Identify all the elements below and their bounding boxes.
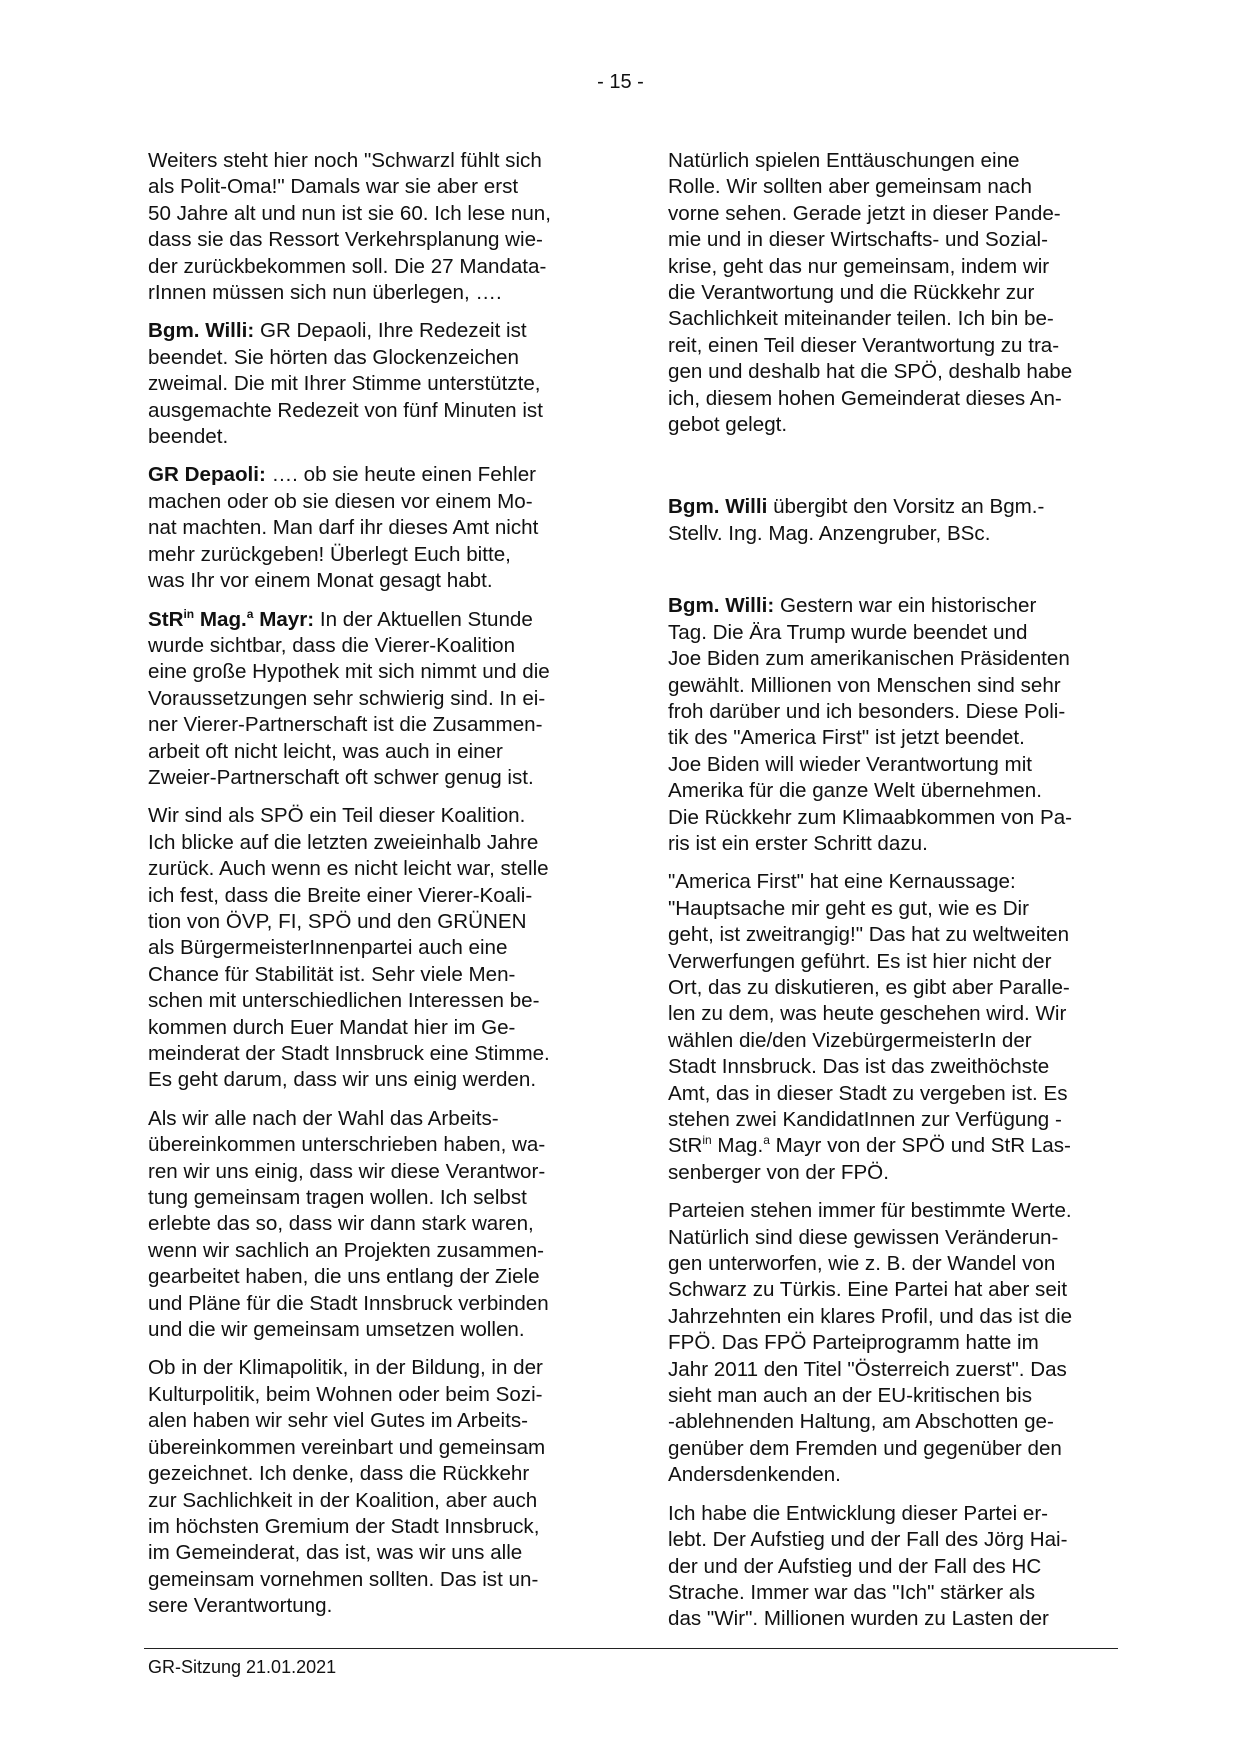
text-line: schen mit unterschiedlichen Interessen be- (148, 989, 540, 1013)
text-line: tik des "America First" ist jetzt beendet. (668, 726, 1025, 750)
text-line: Joe Biden zum amerikanischen Präsidenten (668, 647, 1070, 671)
left-column (148, 148, 596, 1632)
text-line (668, 494, 1116, 520)
text-line: mehr zurückgeben! Überlegt Euch bitte, (148, 542, 511, 566)
paragraph (668, 1198, 1116, 1488)
speech-text: Gestern war ein historischer (774, 594, 1037, 618)
text-line: alen haben wir sehr viel Gutes im Arbeits- (148, 1409, 529, 1433)
paragraph (148, 148, 596, 306)
spacer (668, 559, 1116, 593)
speaker-superscript: a (246, 606, 254, 621)
text-line: Amt, das in dieser Stadt zu vergeben ist. Es (668, 1081, 1068, 1105)
text-line: mie und in dieser Wirtschafts- und Sozial- (668, 228, 1048, 252)
text-line: Verwerfungen geführt. Es ist hier nicht der (668, 949, 1052, 973)
text-line: das "Wir". Millionen wurden zu Lasten der (668, 1607, 1049, 1631)
text-line: Ich habe die Entwicklung dieser Partei er- (668, 1501, 1049, 1525)
paragraph (668, 148, 1116, 438)
text-line: Rolle. Wir sollten aber gemeinsam nach (668, 175, 1032, 199)
text-line: gebot gelegt. (668, 413, 788, 437)
footer-divider (144, 1648, 1118, 1649)
text-line: Als wir alle nach der Wahl das Arbeits- (148, 1106, 499, 1130)
text-line: Jahrzehnten ein klares Profil, und das ist die (668, 1304, 1073, 1328)
text-line: Chance für Stabilität ist. Sehr viele Men- (148, 962, 516, 986)
text-line: zur Sachlichkeit in der Koalition, aber auch (148, 1488, 538, 1512)
speaker-name: Bgm. Willi: (148, 319, 255, 343)
text-line: Sachlichkeit miteinander teilen. Ich bin be- (668, 307, 1054, 331)
text-line: vorne sehen. Gerade jetzt in dieser Pande- (668, 201, 1061, 225)
speaker-name: Bgm. Willi: (668, 594, 775, 618)
speaker-superscript: in (183, 606, 195, 621)
speech-paragraph (668, 593, 1116, 857)
text-line: Stadt Innsbruck. Das ist das zweithöchste (668, 1055, 1050, 1079)
text-line: ich, diesem hohen Gemeinderat dieses An- (668, 386, 1062, 410)
text-line (668, 593, 1116, 619)
text-line: gezeichnet. Ich denke, dass die Rückkehr (148, 1462, 530, 1486)
text-line: gen unterworfen, wie z. B. der Wandel von (668, 1252, 1056, 1276)
speaker-surname: Mayr: (253, 607, 315, 631)
text-line: und die wir gemeinsam umsetzen wollen. (148, 1318, 525, 1342)
speech-paragraph (148, 607, 596, 792)
text-line: als BürgermeisterInnenpartei auch eine (148, 936, 508, 960)
text-line: Es geht darum, dass wir uns einig werden. (148, 1068, 537, 1092)
text-line: Ob in der Klimapolitik, in der Bildung, in der (148, 1356, 543, 1380)
text-line (148, 607, 596, 633)
text-line: stehen zwei KandidatInnen zur Verfügung - (668, 1108, 1062, 1131)
text-line: Tag. Die Ära Trump wurde beendet und (668, 620, 1028, 644)
text-line: übereinkommen vereinbart und gemeinsam (148, 1435, 546, 1459)
text-line: Ort, das zu diskutieren, es gibt aber Paralle- (668, 975, 1070, 999)
text-line: ausgemachte Redezeit von fünf Minuten ist (148, 398, 543, 422)
text-line: -ablehnenden Haltung, am Abschotten ge- (668, 1410, 1054, 1434)
text-line: dass sie das Ressort Verkehrsplanung wie- (148, 228, 543, 252)
speaker-title: Mag. (194, 607, 247, 631)
text-line: Weiters steht hier noch "Schwarzl fühlt sich (148, 149, 542, 172)
text-line: meinderat der Stadt Innsbruck eine Stimme. (148, 1042, 550, 1065)
text-line: senberger von der FPÖ. (668, 1160, 889, 1184)
speech-text: …. ob sie heute einen Fehler (265, 463, 537, 487)
text-line: Strache. Immer war das "Ich" stärker als (668, 1580, 1036, 1604)
text-line: was Ihr vor einem Monat gesagt habt. (148, 569, 493, 593)
text-line: Andersdenkenden. (668, 1463, 841, 1487)
text-line: übereinkommen unterschrieben haben, wa- (148, 1133, 546, 1157)
text-line: gewählt. Millionen von Menschen sind sehr (668, 673, 1061, 697)
speaker-name (148, 608, 314, 631)
text-line: kommen durch Euer Mandat hier im Ge- (148, 1015, 516, 1039)
text-line: beendet. (148, 425, 229, 449)
paragraph (148, 1355, 596, 1619)
text-line: krise, geht das nur gemeinsam, indem wir (668, 254, 1050, 278)
text-fragment: Mag. (711, 1134, 764, 1158)
text-line: zurück. Auch wenn es nicht leicht war, stelle (148, 857, 549, 881)
speaker-title: StR (148, 607, 184, 631)
text-line: FPÖ. Das FPÖ Parteiprogramm hatte im (668, 1331, 1039, 1355)
text-line: wenn wir sachlich an Projekten zusammen- (148, 1238, 545, 1262)
text-line: sieht man auch an der EU-kritischen bis (668, 1384, 1032, 1408)
footer-session-date: GR-Sitzung 21.01.2021 (148, 1657, 337, 1677)
text-line: der zurückbekommen soll. Die 27 Mandata- (148, 254, 547, 278)
text-line: Die Rückkehr zum Klimaabkommen von Pa- (668, 805, 1073, 829)
text-line: zweimal. Die mit Ihrer Stimme unterstützte, (148, 372, 541, 396)
speech-paragraph (148, 462, 596, 594)
text-line: Voraussetzungen sehr schwierig sind. In ei- (148, 686, 546, 710)
text-line: gemeinsam vornehmen sollten. Das ist un- (148, 1567, 539, 1591)
text-line: reit, einen Teil dieser Verantwortung zu tra- (668, 333, 1060, 357)
spacer (668, 450, 1116, 494)
procedural-note (668, 494, 1116, 547)
speech-text: GR Depaoli, Ihre Redezeit ist (254, 319, 527, 343)
text-line: nat machten. Man darf ihr dieses Amt nicht (148, 516, 539, 540)
page-number: - 15 - (597, 71, 644, 93)
paragraph (668, 1501, 1116, 1633)
text-line (148, 318, 596, 344)
paragraph (668, 869, 1116, 1186)
text-line: Amerika für die ganze Welt übernehmen. (668, 779, 1042, 803)
text-line: wurde sichtbar, dass die Vierer-Koalition (148, 633, 516, 657)
text-line: "Hauptsache mir geht es gut, wie es Dir (668, 896, 1029, 920)
text-line: Schwarz zu Türkis. Eine Partei hat aber seit (668, 1278, 1068, 1302)
text-line: geht, ist zweitrangig!" Das hat zu weltweiten (668, 923, 1070, 947)
text-line: tung gemeinsam tragen wollen. Ich selbst (148, 1186, 527, 1210)
text-line: erlebte das so, dass wir dann stark waren, (148, 1212, 534, 1236)
paragraph (148, 803, 596, 1093)
text-line: Wir sind als SPÖ ein Teil dieser Koalition. (148, 804, 526, 828)
right-column (668, 148, 1116, 1645)
text-line: Natürlich sind diese gewissen Veränderun- (668, 1225, 1059, 1249)
text-line: als Polit-Oma!" Damals war sie aber erst (148, 175, 519, 199)
text-line: sere Verantwortung. (148, 1594, 333, 1618)
text-line: rInnen müssen sich nun überlegen, …. (148, 281, 502, 305)
text-line: ren wir uns einig, dass wir diese Verantwor- (148, 1159, 546, 1183)
text-line: gearbeitet haben, die uns entlang der Ziele (148, 1265, 540, 1289)
text-line: Ich blicke auf die letzten zweieinhalb Jahre (148, 830, 539, 854)
text-line: Stellv. Ing. Mag. Anzengruber, BSc. (668, 521, 991, 545)
text-line: ris ist ein erster Schritt dazu. (668, 831, 928, 855)
text-line: ner Vierer-Partnerschaft ist die Zusammen- (148, 713, 543, 737)
text-line: Jahr 2011 den Titel "Österreich zuerst". Das (668, 1357, 1067, 1381)
text-line: Zweier-Partnerschaft oft schwer genug ist. (148, 765, 534, 789)
text-line: beendet. Sie hörten das Glockenzeichen (148, 345, 519, 369)
text-line: len zu dem, was heute geschehen wird. Wir (668, 1002, 1067, 1026)
text-line: froh darüber und ich besonders. Diese Poli- (668, 699, 1066, 723)
text-line: Kulturpolitik, beim Wohnen oder beim Sozi- (148, 1382, 543, 1406)
text-line: Parteien stehen immer für bestimmte Werte. (668, 1199, 1072, 1223)
text-line: machen oder ob sie diesen vor einem Mo- (148, 489, 533, 513)
speech-text: übergibt den Vorsitz an Bgm.- (767, 495, 1045, 519)
text-line: lebt. Der Aufstieg und der Fall des Jörg Hai- (668, 1528, 1068, 1552)
text-line: "America First" hat eine Kernaussage: (668, 870, 1016, 894)
text-line: im höchsten Gremium der Stadt Innsbruck, (148, 1514, 540, 1538)
text-line: wählen die/den VizebürgermeisterIn der (668, 1028, 1032, 1052)
text-line: Natürlich spielen Enttäuschungen eine (668, 149, 1020, 172)
text-line: und Pläne für die Stadt Innsbruck verbinden (148, 1291, 549, 1315)
superscript: a (763, 1133, 770, 1148)
text-fragment: Mayr von der SPÖ und StR Las- (769, 1134, 1071, 1158)
text-line: arbeit oft nicht leicht, was auch in einer (148, 739, 503, 763)
speaker-name: Bgm. Willi (668, 495, 768, 519)
speech-text: In der Aktuellen Stunde (314, 607, 533, 631)
text-line: Joe Biden will wieder Verantwortung mit (668, 752, 1033, 776)
text-fragment: StR (668, 1134, 703, 1158)
text-line: im Gemeinderat, das ist, was wir uns alle (148, 1541, 523, 1565)
speaker-name: GR Depaoli: (148, 463, 266, 487)
paragraph (148, 1106, 596, 1344)
text-line: die Verantwortung und die Rückkehr zur (668, 281, 1035, 305)
speech-paragraph (148, 318, 596, 450)
text-line (668, 1133, 1116, 1159)
text-line (148, 462, 596, 488)
text-line: tion von ÖVP, FI, SPÖ und den GRÜNEN (148, 909, 527, 933)
text-line: der und der Aufstieg und der Fall des HC (668, 1554, 1042, 1578)
superscript: in (702, 1133, 712, 1148)
text-line: ich fest, dass die Breite einer Vierer-Koali- (148, 883, 533, 907)
text-line: gen und deshalb hat die SPÖ, deshalb habe (668, 360, 1073, 384)
text-line: genüber dem Fremden und gegenüber den (668, 1436, 1062, 1460)
text-line: eine große Hypothek mit sich nimmt und die (148, 660, 550, 684)
text-line: 50 Jahre alt und nun ist sie 60. Ich lese nun, (148, 201, 551, 225)
